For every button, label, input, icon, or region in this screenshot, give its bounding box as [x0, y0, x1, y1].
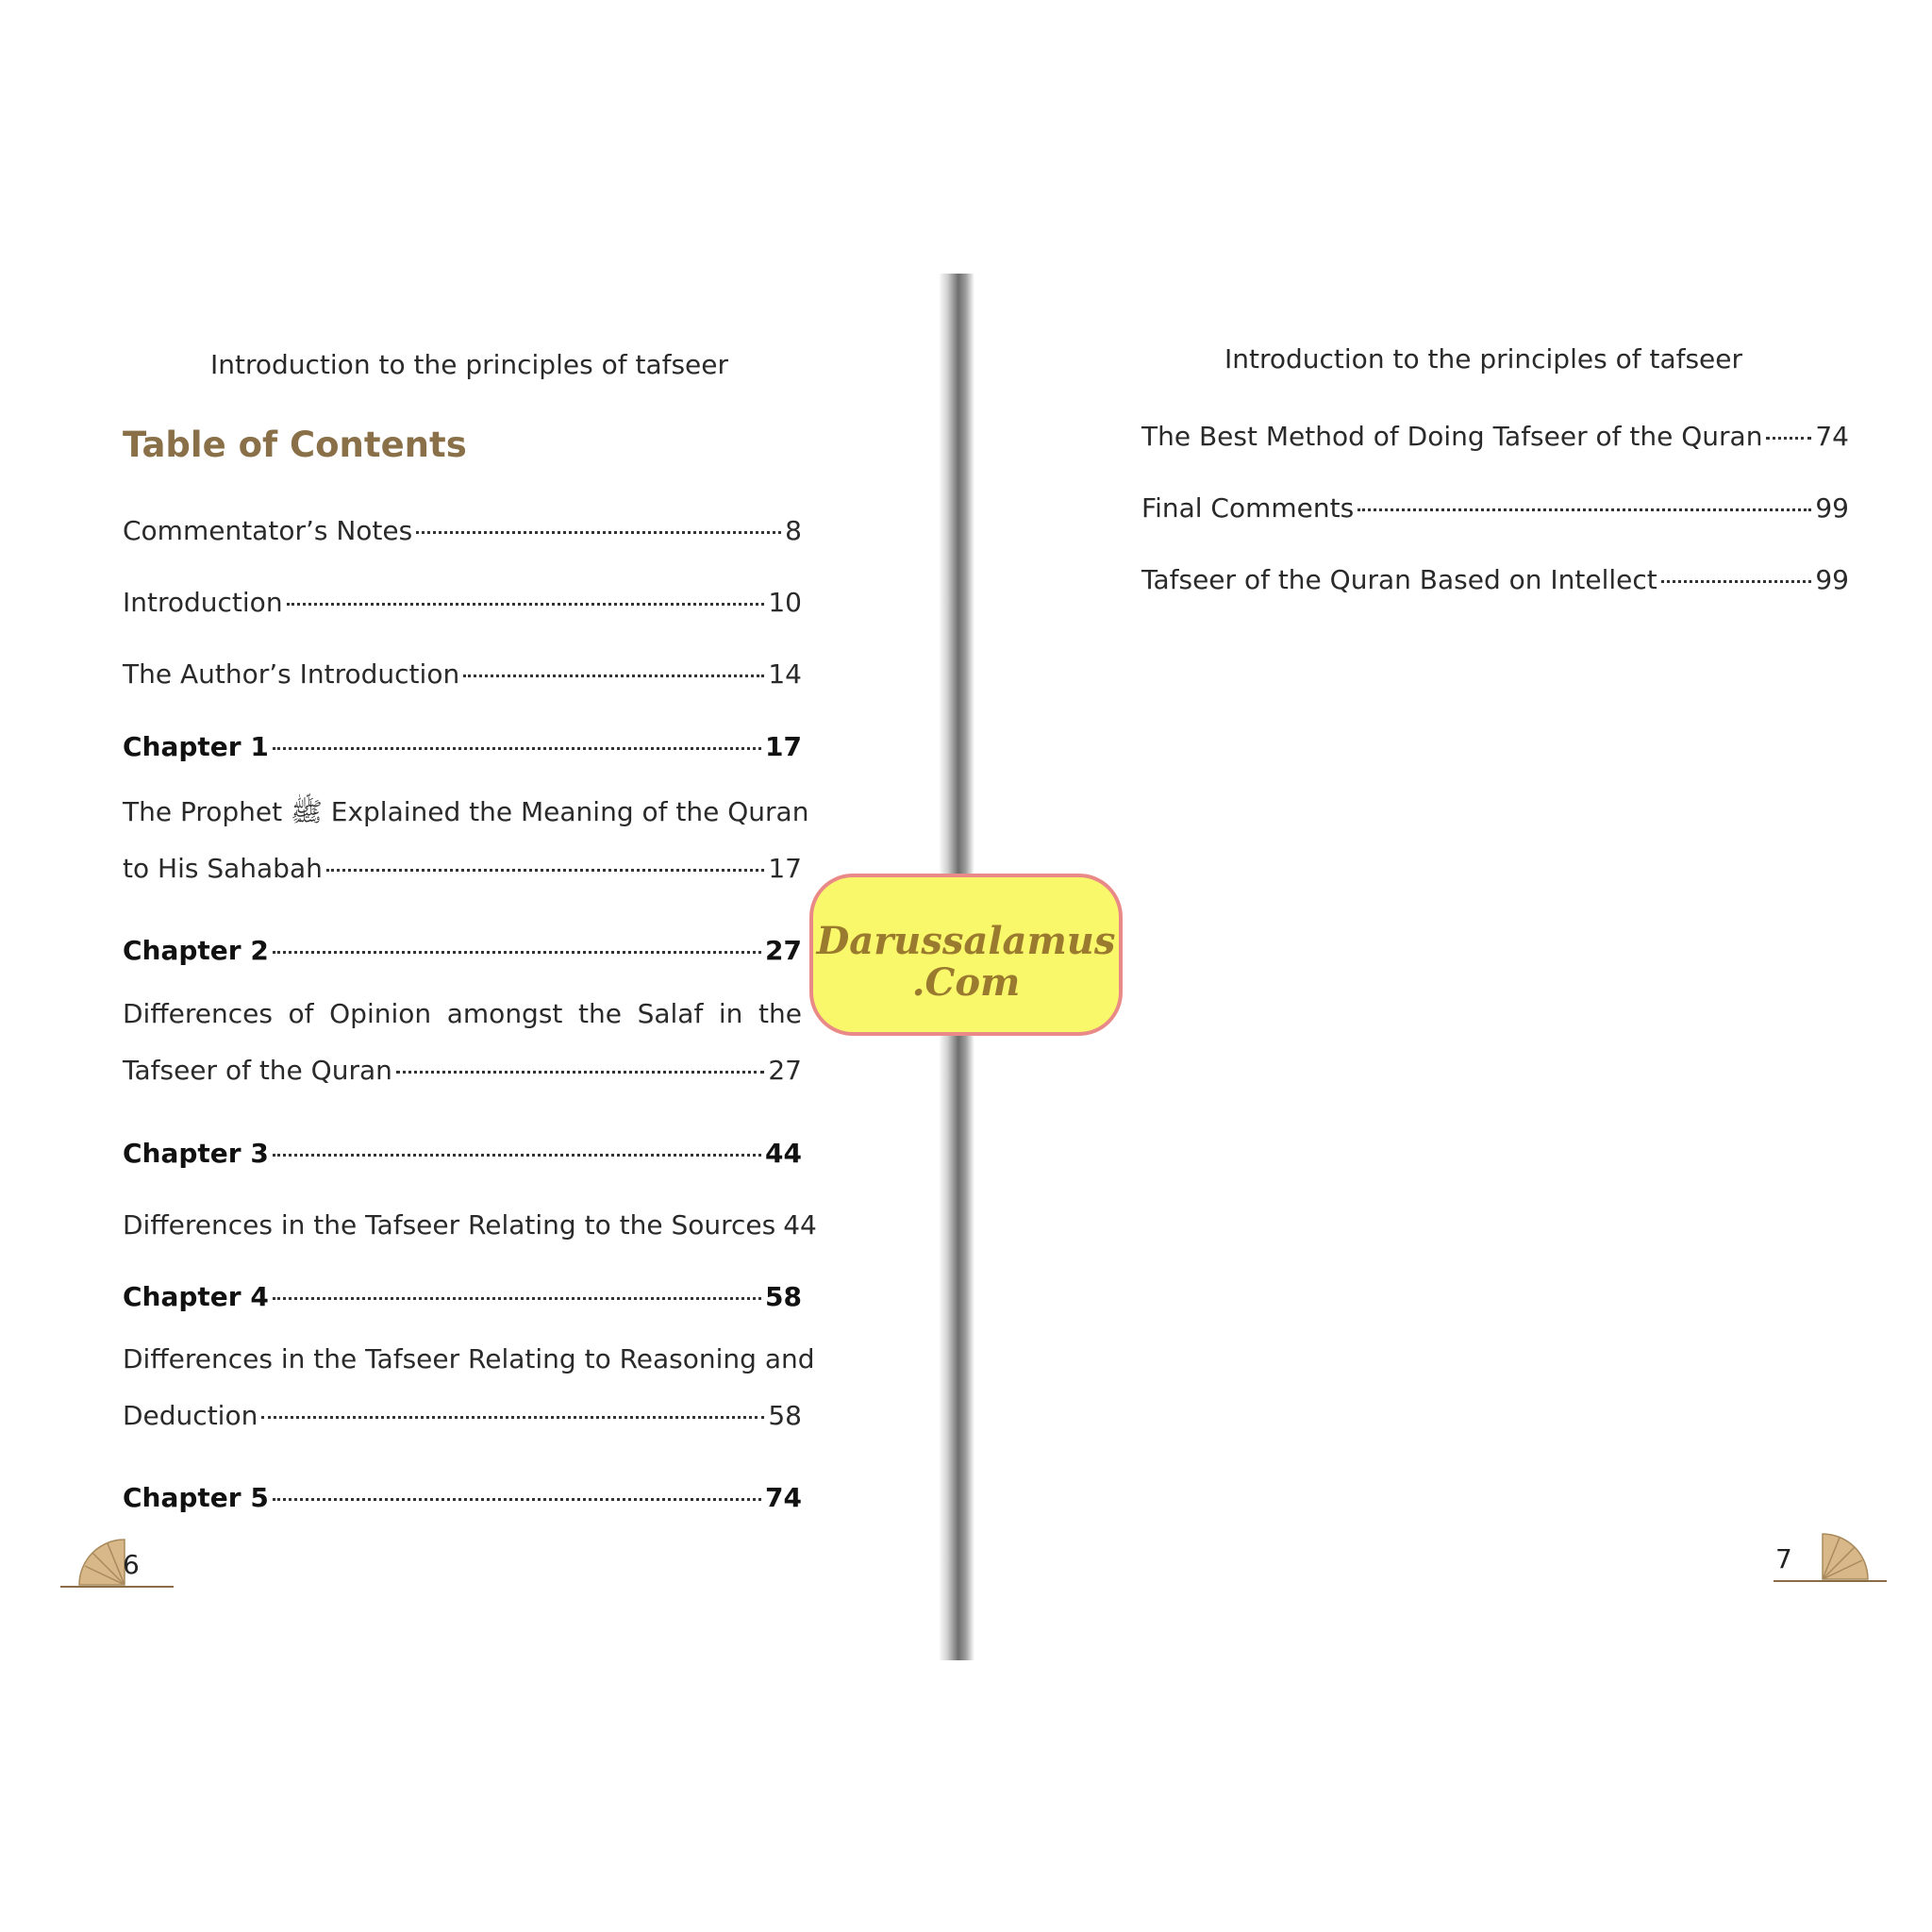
toc-entry: [123, 587, 802, 618]
entry-title-line1: Differences in the Tafseer Relating to Reasoning and: [123, 1343, 815, 1374]
entry-title: Tafseer of the Quran Based on Intellect: [1141, 564, 1657, 595]
page-number: 6: [123, 1549, 140, 1580]
toc-chapter-entry: [123, 1281, 802, 1312]
entry-title-line1: The Prophet ﷺ Explained the Meaning of the Quran: [123, 796, 809, 827]
toc-title: Table of Contents: [123, 425, 467, 465]
leader-dots: [326, 869, 765, 872]
entry-page: 58: [765, 1281, 802, 1312]
entry-page: 27: [765, 935, 802, 966]
entry-title: Differences in the Tafseer Relating to the Sources: [123, 1209, 776, 1241]
entry-title: Commentator’s Notes: [123, 515, 413, 546]
entry-page: 58: [768, 1400, 802, 1431]
entry-page: 17: [765, 731, 802, 762]
quarter-circle-fan-icon: [58, 1538, 175, 1591]
toc-entry: [1141, 492, 1849, 524]
entry-page: 74: [1815, 421, 1849, 452]
leader-dots: [416, 531, 781, 534]
entry-title-line2: Tafseer of the Quran: [123, 1055, 392, 1086]
leader-dots: [1661, 580, 1812, 583]
entry-page: 8: [785, 515, 802, 546]
toc-entry: [1141, 421, 1849, 452]
entry-title: The Best Method of Doing Tafseer of the Quran: [1141, 421, 1763, 452]
entry-title: Chapter 3: [123, 1138, 269, 1169]
entry-page: 99: [1815, 492, 1849, 524]
toc-entry-multiline: [123, 794, 809, 884]
entry-page: 74: [765, 1482, 802, 1513]
entry-line2: [123, 1055, 802, 1086]
leader-dots: [273, 747, 761, 750]
entry-page: 27: [768, 1055, 802, 1086]
toc-entry-multiline: [123, 1341, 815, 1431]
entry-page: 44: [783, 1209, 817, 1241]
left-page: [0, 274, 943, 1660]
toc-entry-multiline: [123, 996, 802, 1086]
entry-page: 10: [768, 587, 802, 618]
leader-dots: [273, 1297, 761, 1300]
watermark-logo: [809, 874, 1123, 1036]
entry-page: 17: [768, 853, 802, 884]
entry-title: The Author’s Introduction: [123, 658, 460, 690]
leader-dots: [396, 1071, 764, 1074]
leader-dots: [463, 675, 764, 677]
leader-dots: [273, 1498, 761, 1501]
entry-title: Chapter 4: [123, 1281, 269, 1312]
leader-dots: [261, 1416, 764, 1419]
leader-dots: [287, 603, 765, 606]
entry-title-line2: Deduction: [123, 1400, 258, 1431]
page-number: 7: [1775, 1543, 1792, 1574]
entry-title: Final Comments: [1141, 492, 1355, 524]
toc-chapter-entry: [123, 935, 802, 966]
entry-title: Chapter 5: [123, 1482, 269, 1513]
quarter-circle-fan-icon: [1772, 1532, 1889, 1585]
entry-title: Chapter 2: [123, 935, 269, 966]
entry-page: 99: [1815, 564, 1849, 595]
toc-chapter-entry: [123, 1138, 802, 1169]
leader-dots: [273, 951, 761, 954]
leader-dots: [273, 1154, 761, 1157]
toc-entry: [123, 515, 802, 546]
entry-title: Chapter 1: [123, 731, 269, 762]
leader-dots: [1357, 508, 1811, 511]
watermark-line2: .Com: [911, 960, 1021, 1005]
toc-chapter-entry: [123, 1482, 802, 1513]
toc-entry: [123, 658, 802, 690]
watermark-line1: Darussalamus: [816, 919, 1116, 963]
entry-page: 14: [768, 658, 802, 690]
toc-entry: [1141, 564, 1849, 595]
entry-title: Introduction: [123, 587, 283, 618]
running-head: Introduction to the principles of tafseer: [210, 349, 729, 380]
entry-page: 44: [765, 1138, 802, 1169]
running-head: Introduction to the principles of tafseer: [1224, 343, 1743, 375]
entry-line2: [123, 1400, 802, 1431]
leader-dots: [1766, 437, 1811, 440]
entry-title-line2: to His Sahabah: [123, 853, 323, 884]
toc-chapter-entry: [123, 731, 802, 762]
entry-line2: [123, 853, 802, 884]
toc-entry: [123, 1209, 817, 1241]
entry-title-line1: Differences of Opinion amongst the Salaf in the: [123, 998, 802, 1029]
